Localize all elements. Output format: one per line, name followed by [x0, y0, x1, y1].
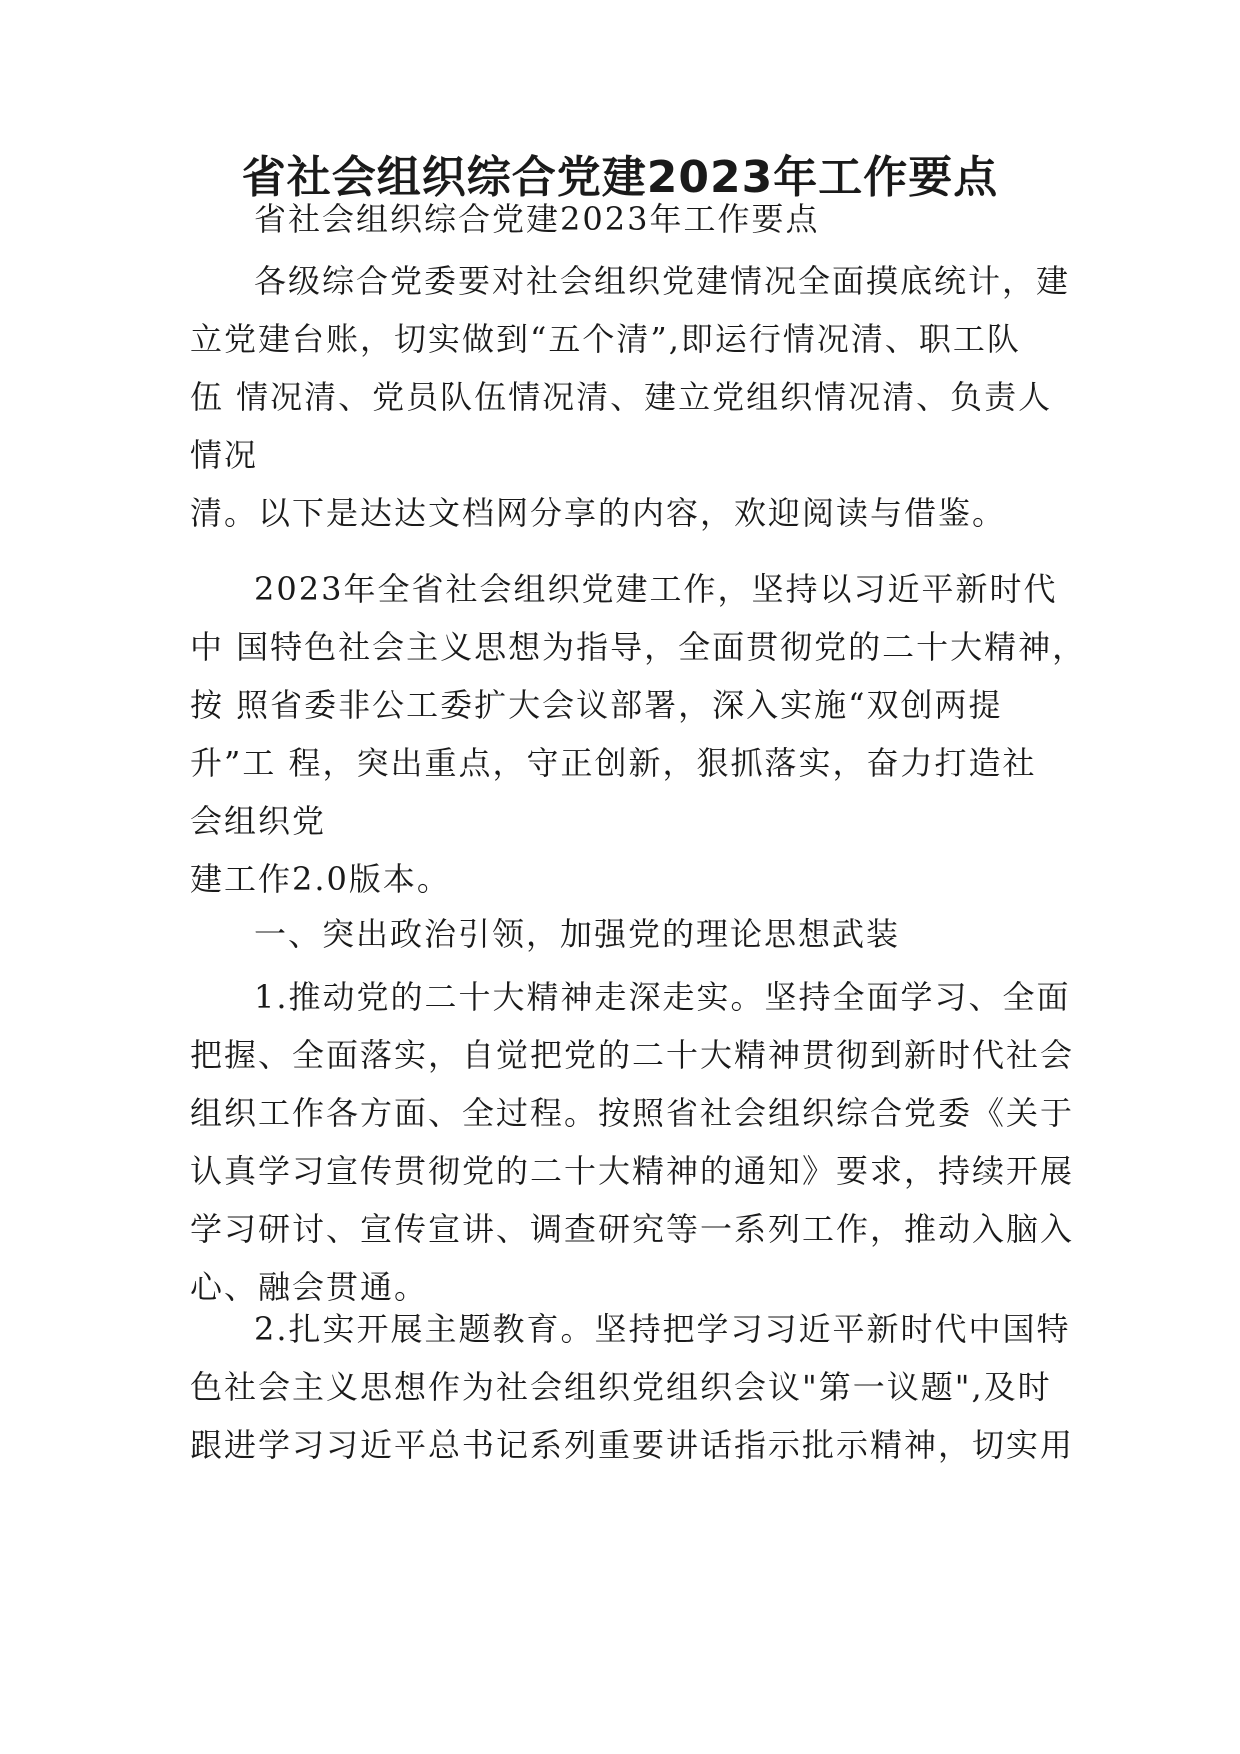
overview-line: 按 照省委非公工委扩大会议部署，深入实施“双创两提 — [190, 686, 1003, 724]
item-one-line: 1.推动党的二十大精神走深走实。坚持全面学习、全面 — [254, 978, 1071, 1016]
item-one-line: 学习研讨、宣传宣讲、调查研究等一系列工作，推动入脑入 — [190, 1210, 1075, 1248]
item-one-paragraph — [190, 968, 1075, 1316]
item-two-line: 跟进学习习近平总书记系列重要讲话指示批示精神，切实用 — [190, 1426, 1075, 1464]
subtitle-block — [190, 190, 1070, 248]
item-two-paragraph — [190, 1300, 1075, 1474]
item-two-line: 色社会主义思想作为社会组织党组织会议"第一议题",及时 — [190, 1368, 1052, 1406]
document-subtitle: 省社会组织综合党建2023年工作要点 — [254, 200, 820, 238]
overview-paragraph — [190, 560, 1087, 908]
document-title: 省社会组织综合党建2023年工作要点 — [241, 152, 999, 203]
item-two-line: 2.扎实开展主题教育。坚持把学习习近平新时代中国特 — [254, 1310, 1071, 1348]
intro-paragraph — [190, 252, 1070, 542]
section-heading-block — [190, 905, 1070, 963]
item-one-line: 认真学习宣传贯彻党的二十大精神的通知》要求，持续开展 — [190, 1152, 1075, 1190]
item-one-line: 把握、全面落实，自觉把党的二十大精神贯彻到新时代社会 — [190, 1036, 1075, 1074]
overview-line: 会组织党 — [190, 802, 327, 840]
item-one-line: 心、融会贯通。 — [190, 1268, 429, 1306]
item-one-line: 组织工作各方面、全过程。按照省社会组织综合党委《关于 — [190, 1094, 1075, 1132]
intro-line: 情况 — [190, 436, 259, 474]
overview-line: 2023年全省社会组织党建工作，坚持以习近平新时代 — [254, 570, 1058, 608]
section-heading: 一、突出政治引领，加强党的理论思想武装 — [254, 915, 901, 953]
overview-line: 建工作2.0版本。 — [190, 860, 451, 898]
intro-line: 各级综合党委要对社会组织党建情况全面摸底统计，建 — [254, 262, 1071, 300]
intro-line: 立党建台账，切实做到“五个清”,即运行情况清、职工队 — [190, 320, 1021, 358]
overview-line: 升”工 程，突出重点，守正创新，狠抓落实，奋力打造社 — [190, 744, 1037, 782]
intro-line: 清。以下是达达文档网分享的内容，欢迎阅读与借鉴。 — [190, 494, 1007, 532]
intro-line: 伍 情况清、党员队伍情况清、建立党组织情况清、负责人 — [190, 378, 1053, 416]
overview-line: 中 国特色社会主义思想为指导，全面贯彻党的二十大精神， — [190, 628, 1087, 666]
